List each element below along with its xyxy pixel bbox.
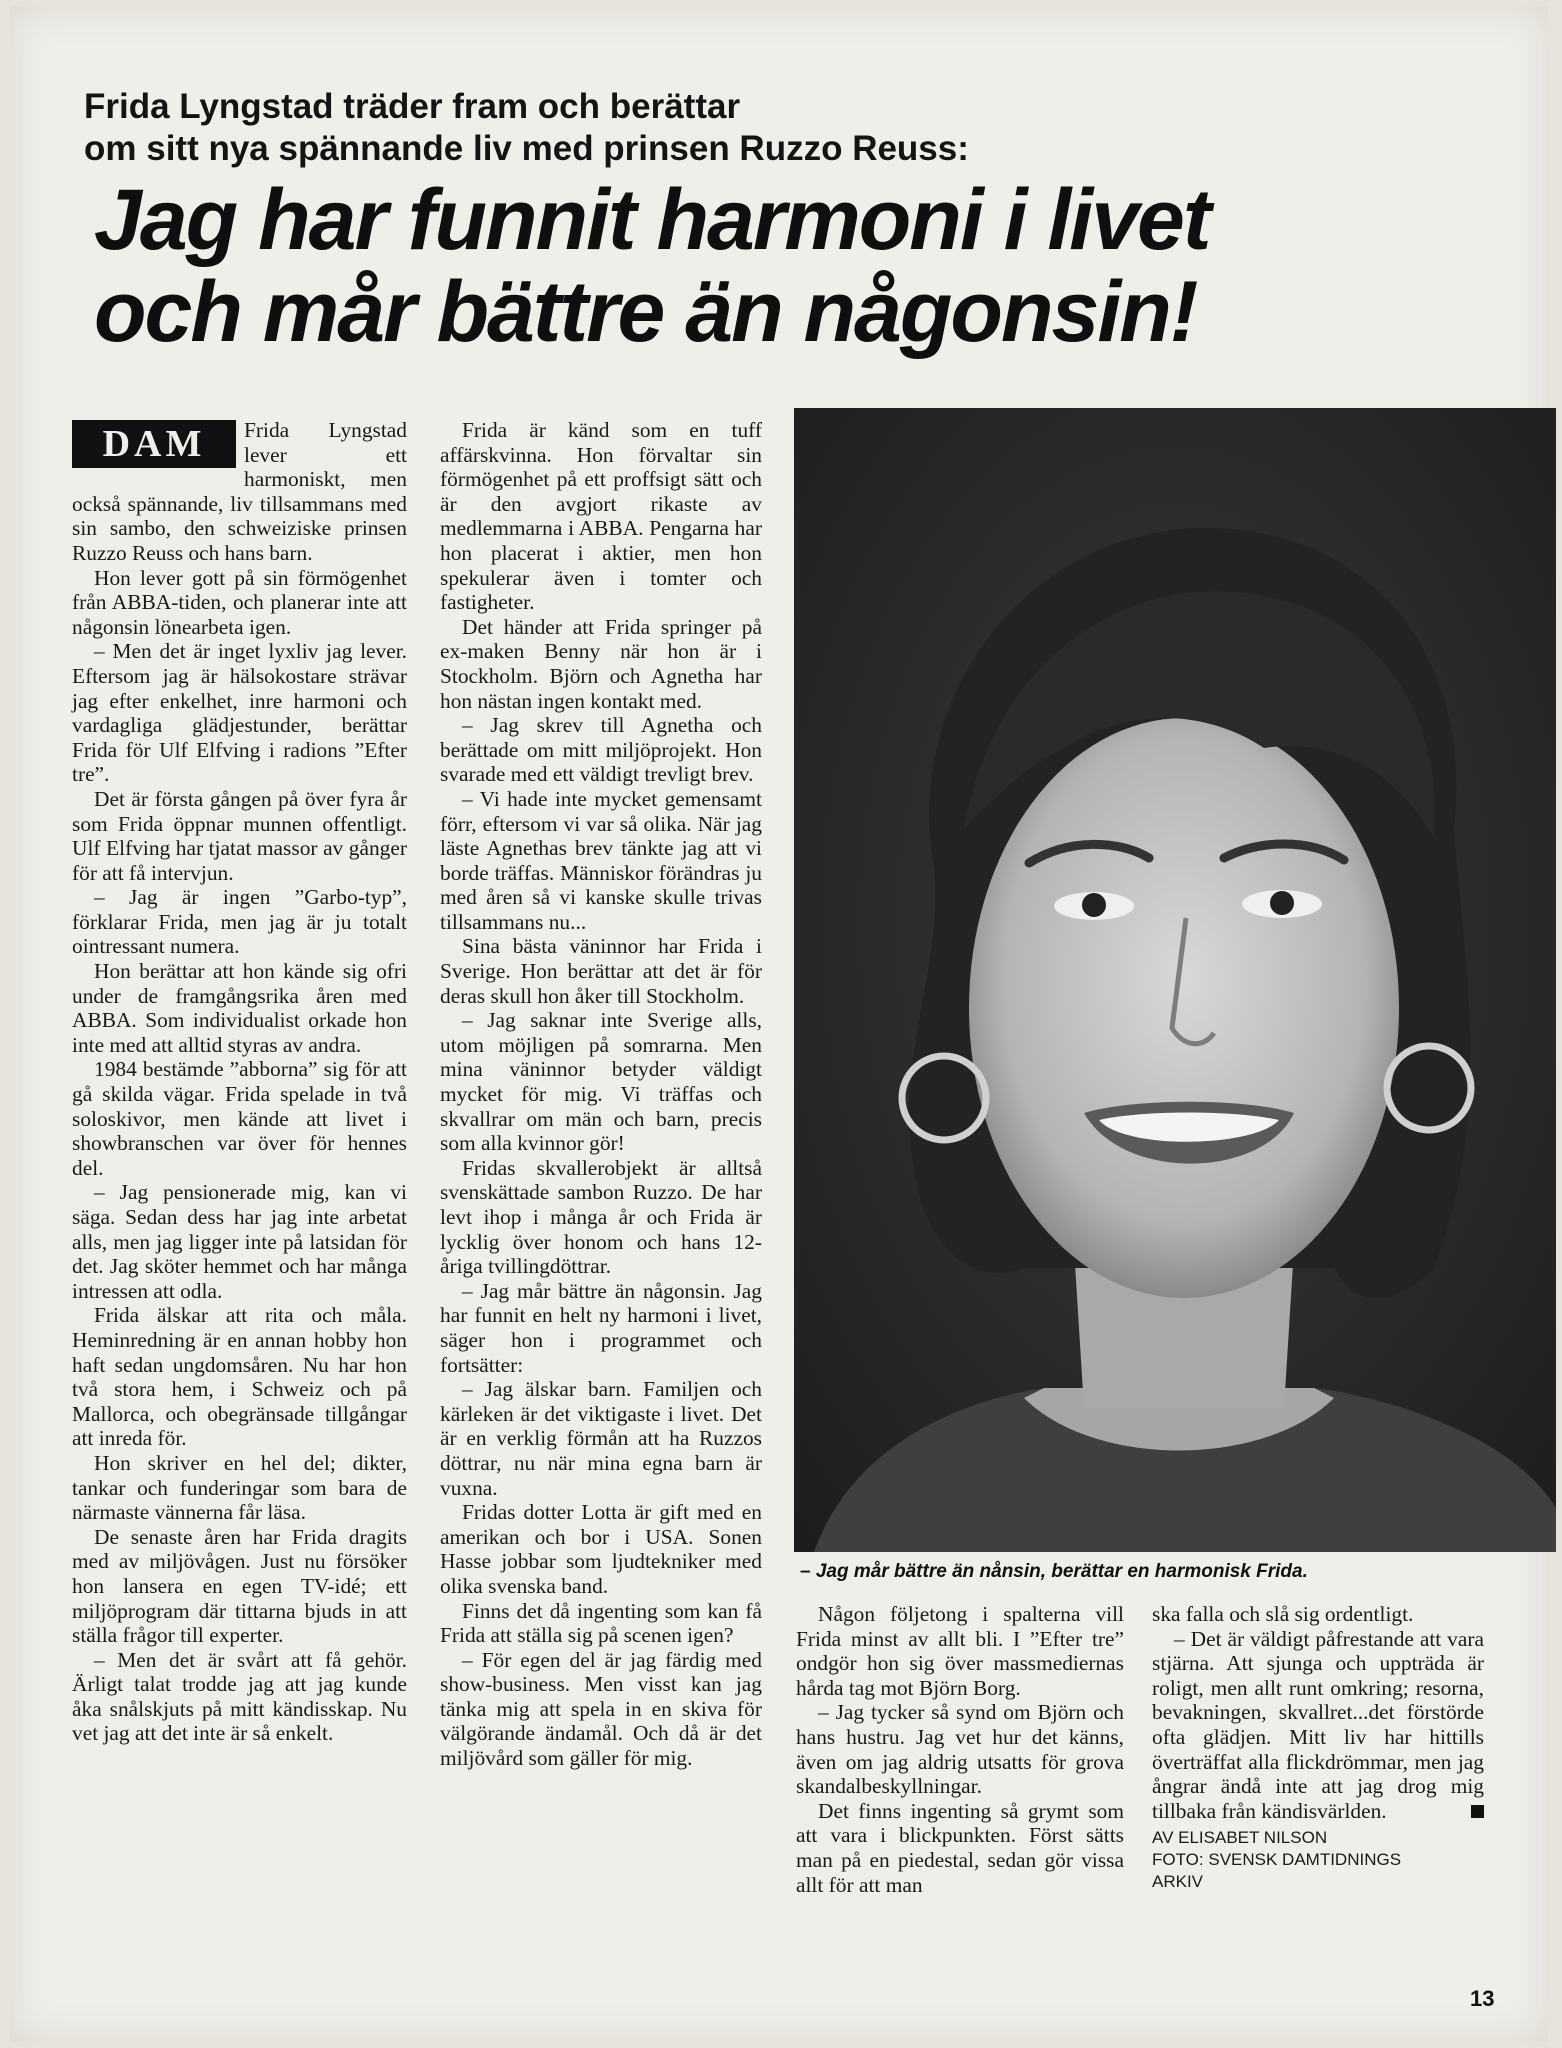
paragraph: Frida är känd som en tuff affärskvinna. Hon förvaltar sin förmögenhet på ett proffsigt sätt och är den avgjort rikaste av medlemmarna i ABBA. Pengarna har hon placerat i aktier, men hon spekulerar även i tomter och fastigheter. <box>440 418 762 615</box>
paragraph: – Men det är inget lyxliv jag lever. Eftersom jag är hälsokostare strävar jag efter enkelhet, inre harmoni och vardagliga glädjestunder, berättar Frida för Ulf Elfving i radions ”Efter tre”. <box>72 639 407 787</box>
headline-line-2: och mår bättre än någonsin! <box>94 264 1197 360</box>
paragraph: – Jag pensionerade mig, kan vi säga. Sedan dess har jag inte arbetat alls, men jag ligger inte på latsidan för det. Jag sköter hemmet och har många intressen att odla. <box>72 1180 407 1303</box>
paragraph: DAM Frida Lyngstad lever ett harmoniskt, men också spännande, liv tillsammans med sin sambo, den schweiziske prinsen Ruzzo Reuss och hans barn. <box>72 418 407 565</box>
magazine-page <box>10 6 1548 2042</box>
kicker-line-1: Frida Lyngstad träder fram och berättar <box>84 87 741 126</box>
photo-caption: – Jag mår bättre än nånsin, berättar en harmonisk Frida. <box>800 1561 1308 1582</box>
article-column-2 <box>440 418 762 1771</box>
paragraph: Hon berättar att hon kände sig ofri under de framgångsrika åren med ABBA. Som individualist orkade hon inte med att alltid styras av andra. <box>72 959 407 1057</box>
paragraph: De senaste åren har Frida dragits med av miljövågen. Just nu försöker hon lansera en egen TV-idé; ett miljöprogram där tittarna bjuds in att ställa frågor till experter. <box>72 1524 407 1648</box>
article-column-4 <box>1152 1602 1484 1893</box>
paragraph: Fridas skvallerobjekt är alltså svenskättade sambon Ruzzo. De har levt ihop i många år och Frida är lycklig över honom och hans 12-åriga tvillingdöttrar. <box>440 1155 762 1279</box>
paragraph: Finns det då ingenting som kan få Frida att ställa sig på scenen igen? <box>440 1598 762 1648</box>
paragraph: – Jag mår bättre än någonsin. Jag har funnit en helt ny harmoni i livet, säger hon i programmet och fortsätter: <box>440 1278 762 1377</box>
paragraph: ska falla och slå sig ordentligt. <box>1152 1602 1414 1626</box>
headline-line-1: Jag har funnit harmoni i livet <box>94 172 1210 268</box>
kicker-line-2: om sitt nya spännande liv med prinsen Ruzzo Reuss: <box>84 129 969 168</box>
paragraph: – Jag tycker så synd om Björn och hans hustru. Jag vet hur det känns, även om jag aldrig utsatts för grova skandalbeskyllningar. <box>796 1700 1124 1799</box>
paragraph: – Jag är ingen ”Garbo-typ”, förklarar Frida, men jag är ju totalt ointressant numera. <box>72 885 407 959</box>
photo-credit: FOTO: SVENSK DAMTIDNINGS <box>1152 1850 1402 1870</box>
article-column-3 <box>796 1602 1124 1897</box>
paragraph: Hon lever gott på sin förmögenhet från ABBA-tiden, och planerar inte att någonsin lönearbeta igen. <box>72 565 407 639</box>
paragraph: Frida älskar att rita och måla. Heminredning är en annan hobby hon haft sedan ungdomsåren. Nu har hon två stora hem, i Schweiz och på Mallorca, och obegränsade tillgångar att inreda för. <box>72 1303 407 1451</box>
headline <box>94 174 1494 358</box>
paragraph: – Vi hade inte mycket gemensamt förr, eftersom vi var så olika. När jag läste Agnethas brev tänkte jag att vi borde träffas. Människor förändras ju med åren så vi kanske skulle trivas tillsammans nu... <box>440 786 762 934</box>
paragraph: Hon skriver en hel del; dikter, tankar och funderingar som bara de närmaste vännerna får läsa. <box>72 1450 407 1525</box>
paragraph: – Men det är svårt att få gehör. Ärligt talat trodde jag att jag kunde åka snålskjuts på mitt kändisskap. Nu vet jag att det inte är så enkelt. <box>72 1647 407 1746</box>
paragraph: Det är första gången på över fyra år som Frida öppnar munnen offentligt. Ulf Elfving har tjatat massor av gånger för att få intervjun. <box>72 786 407 885</box>
article-column-1 <box>72 418 407 1746</box>
paragraph: Någon följetong i spalterna vill Frida minst av allt bli. I ”Efter tre” ondgör hon sig över massmediernas hårda tag mot Björn Borg. <box>796 1602 1124 1700</box>
paragraph: Det finns ingenting så grymt som att vara i blickpunkten. Först sätts man på en piedestal, sedan gör vissa allt för att man <box>796 1798 1124 1897</box>
end-mark <box>1471 1805 1484 1818</box>
paragraph: – För egen del är jag färdig med show-business. Men visst kan jag tänka mig att spela in en skiva för välgörande ändamål. Och då är det miljövård som gäller för mig. <box>440 1647 762 1771</box>
paragraph: – Det är väldigt påfrestande att vara stjärna. Att sjunga och uppträda är roligt, men allt runt omkring; resorna, bevakningen, skvallret...det förstörde ofta glädjen. Mitt liv har hittills överträffat alla flickdrömmar, men jag ångrar ändå inte att jag drog mig tillbaka från kändisvärlden. <box>1152 1626 1484 1823</box>
paragraph: – Jag älskar barn. Familjen och kärleken är det viktigaste i livet. Det är en verklig förmån att ha Ruzzos döttrar, nu när mina egna barn är vuxna. <box>440 1377 762 1500</box>
kicker-heading <box>84 86 1184 170</box>
paragraph: 1984 bestämde ”abborna” sig för att gå skilda vägar. Frida spelade in två soloskivor, men kände att livet i showbranschen var över för hennes del. <box>72 1057 407 1180</box>
photo-credit-line-2: ARKIV <box>1152 1872 1204 1892</box>
paragraph: – Jag saknar inte Sverige alls, utom möjligen på somrarna. Men mina väninnor betyder väldigt mycket för mig. Vi träffas och skvallrar om män och barn, precis som alla kvinnor gör! <box>440 1008 762 1156</box>
portrait-photo <box>794 408 1556 1552</box>
page-number: 13 <box>1470 1986 1495 2011</box>
byline: AV ELISABET NILSON <box>1152 1828 1328 1848</box>
paragraph: Sina bästa väninnor har Frida i Sverige. Hon berättar att det är för deras skull hon åker till Stockholm. <box>440 934 762 1008</box>
portrait-illustration <box>794 408 1556 1552</box>
dam-logo: DAM <box>72 420 236 468</box>
paragraph: – Jag skrev till Agnetha och berättade om mitt miljöprojekt. Hon svarade med ett väldigt trevligt brev. <box>440 713 762 787</box>
paragraph: Det händer att Frida springer på ex-maken Benny när hon är i Stockholm. Björn och Agnetha har hon nästan ingen kontakt med. <box>440 614 762 713</box>
paragraph: Fridas dotter Lotta är gift med en amerikan och bor i USA. Sonen Hasse jobbar som ljudtekniker med olika svenska band. <box>440 1500 762 1598</box>
